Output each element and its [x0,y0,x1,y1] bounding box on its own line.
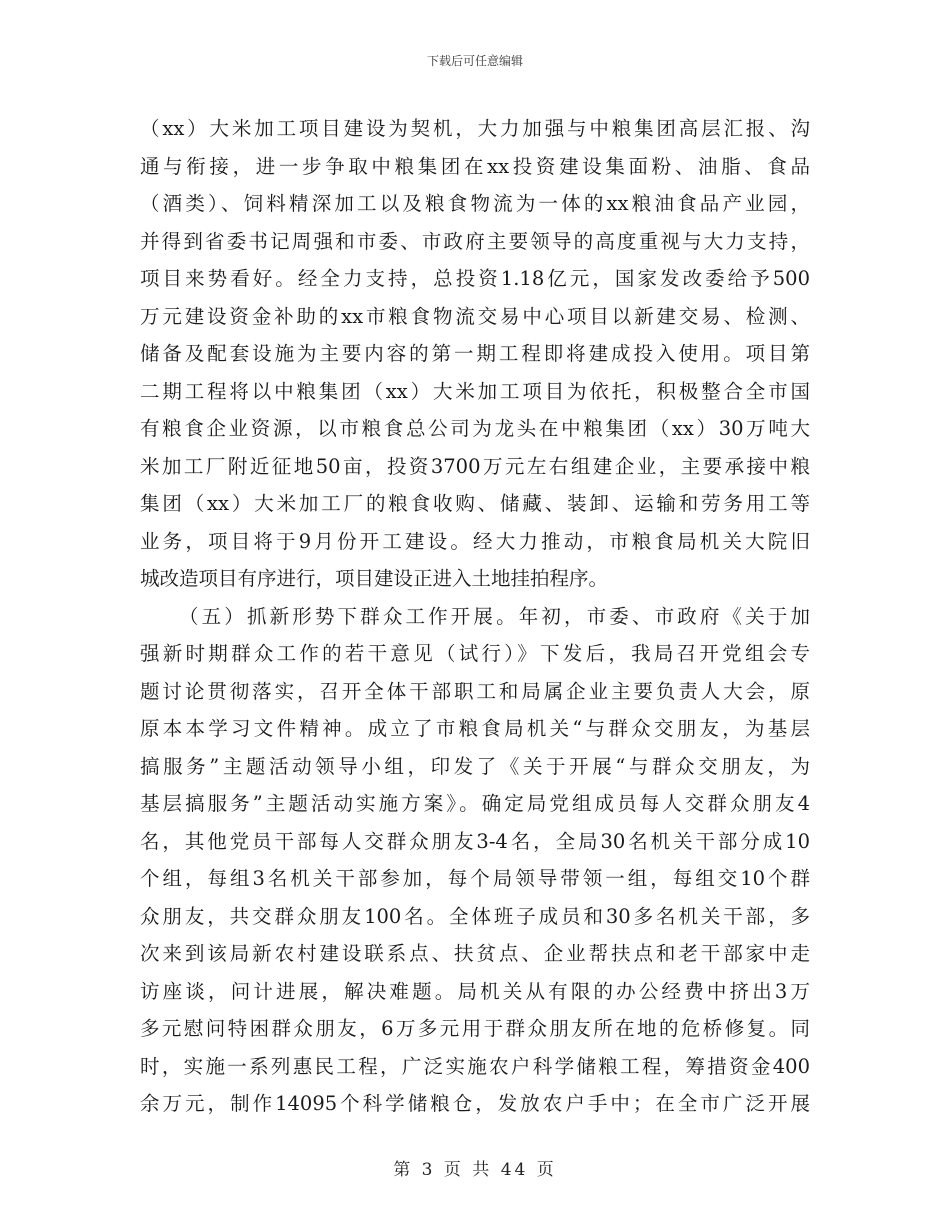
text-line: 题讨论贯彻落实，召开全体干部职工和局属企业主要负责人大会，原 [140,679,810,703]
text-line: （酒类）、饲料精深加工以及粮食物流为一体的xx粮油食品产业园， [140,192,810,215]
text-line: 基层搞服务”主题活动实施方案》。确定局党组成员每人交群众朋友4 [140,792,810,815]
text-line: 名，其他党员干部每人交群众朋友3-4名，全局30名机关干部分成10 [140,829,810,853]
paragraph-project-construction [140,110,810,598]
text-line: （xx）大米加工项目建设为契机，大力加强与中粮集团高层汇报、沟 [140,117,810,140]
text-line: 城改造项目有序进行，项目建设正进入土地挂拍程序。 [140,567,609,590]
text-line: 有粮食企业资源，以市粮食总公司为龙头在中粮集团（xx）30万吨大 [140,417,810,440]
paragraph-mass-work [140,598,810,1123]
text-line: 多元慰问特困群众朋友，6万多元用于群众朋友所在地的危桥修复。同 [140,1017,810,1040]
text-line: 众朋友，共交群众朋友100名。全体班子成员和30多名机关干部，多 [140,904,810,928]
text-line: 余万元，制作14095个科学储粮仓，发放农户手中；在全市广泛开展 [140,1092,810,1115]
text-line: 并得到省委书记周强和市委、市政府主要领导的高度重视与大力支持， [140,229,810,253]
text-line: 集团（xx）大米加工厂的粮食收购、储藏、装卸、运输和劳务用工等 [140,492,810,515]
text-line: （五）抓新形势下群众工作开展。年初，市委、市政府《关于加 [179,604,810,628]
text-line: 米加工厂附近征地50亩，投资3700万元左右组建企业，主要承接中粮 [140,454,810,478]
document-body [140,110,810,1123]
text-line: 搞服务”主题活动领导小组，印发了《关于开展“与群众交朋友，为 [140,754,810,778]
text-line: 万元建设资金补助的xx市粮食物流交易中心项目以新建交易、检测、 [140,304,810,328]
text-line: 原本本学习文件精神。成立了市粮食局机关“与群众交朋友，为基层 [140,717,810,740]
text-line: 访座谈，问计进展，解决难题。局机关从有限的办公经费中挤出3万 [140,979,810,1003]
text-line: 通与衔接，进一步争取中粮集团在xx投资建设集面粉、油脂、食品 [140,154,810,178]
text-line: 次来到该局新农村建设联系点、扶贫点、企业帮扶点和老干部家中走 [140,942,810,965]
page-header: 下载后可任意编辑 [426,54,523,68]
text-line: 强新时期群众工作的若干意见（试行）》下发后，我局召开党组会专 [140,642,810,665]
text-line: 项目来势看好。经全力支持，总投资1.18亿元，国家发改委给予500 [140,267,810,290]
text-line: 时，实施一系列惠民工程，广泛实施农户科学储粮工程，筹措资金400 [140,1054,810,1078]
text-line: 二期工程将以中粮集团（xx）大米加工项目为依托，积极整合全市国 [140,379,810,403]
text-line: 业务，项目将于9月份开工建设。经大力推动，市粮食局机关大院旧 [140,529,810,553]
text-line: 个组，每组3名机关干部参加，每个局领导带领一组，每组交10个群 [140,867,810,890]
text-line: 储备及配套设施为主要内容的第一期工程即将建成投入使用。项目第 [140,342,810,365]
page-number-footer: 第 3 页 共 44 页 [393,1160,557,1180]
